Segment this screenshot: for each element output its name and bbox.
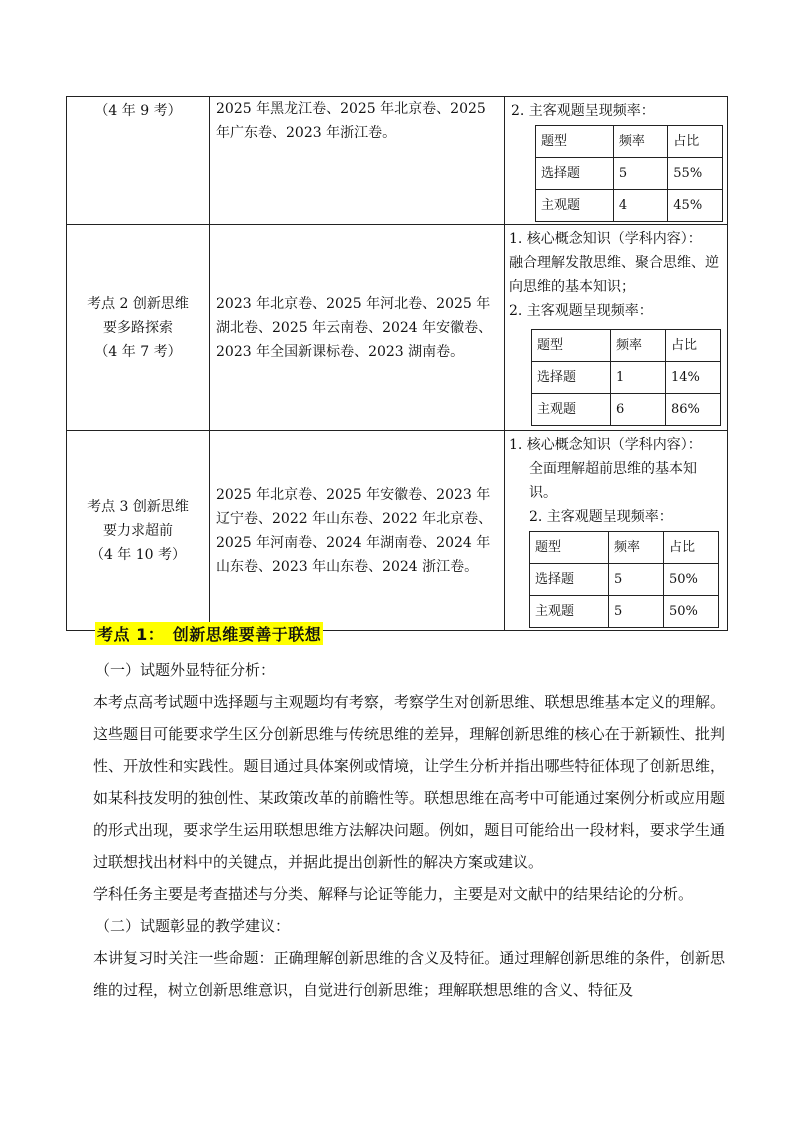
header-ratio: 占比 [666,330,721,362]
papers-cell: 2023 年北京卷、2025 年河北卷、2025 年湖北卷、2025 年云南卷、2024 年安徽卷、2023 年全国新课标卷、2023 湖南卷。 [210,225,505,431]
freq-title: 2. 主客观题呈现频率： [509,303,653,319]
topic-line: 考点 2 创新思维 [87,295,189,312]
analysis-paragraph: 学科任务主要是考查描述与分类、解释与论证等能力，主要是对文献中的结果结论的分析。 [93,885,694,903]
cell: 45% [668,190,723,222]
cell: 5 [609,564,664,596]
table-row [67,97,728,225]
header-freq: 频率 [613,126,667,158]
cell: 5 [613,158,667,190]
analysis-title: （一）试题外显特征分析： [95,661,276,679]
papers-cell: 2025 年黑龙江卷、2025 年北京卷、2025 年广东卷、2023 年浙江卷。 [210,97,505,225]
concept-title: 1. 核心概念知识（学科内容）： [509,231,702,247]
teaching-paragraph: 本讲复习时关注一些命题：正确理解创新思维的含义及特征。通过理解创新思维的条件，创新思维的过程，树立创新思维意识，自觉进行创新思维；理解联想思维的含义、特征及 [93,949,725,999]
cell: 选择题 [532,362,611,394]
header-type: 题型 [532,330,611,362]
cell: 50% [664,564,719,596]
topic-cell [67,225,210,431]
header-freq: 频率 [611,330,666,362]
topic-count: （4 年 7 考） [94,343,182,360]
freq-title: 2. 主客观题呈现频率： [529,509,673,525]
cell: 50% [664,596,719,628]
cell: 主观题 [532,394,611,426]
topic-line: 要力求超前 [103,522,173,539]
cell: 选择题 [536,158,614,190]
concept-text: 融合理解发散思维、聚合思维、逆向思维的基本知识； [509,255,719,295]
frequency-cell [505,225,728,431]
cell: 主观题 [536,190,614,222]
header-ratio: 占比 [668,126,723,158]
freq-title: 2. 主客观题呈现频率： [511,103,655,119]
concept-text: 全面理解超前思维的基本知识。 [529,461,697,501]
table-row [67,225,728,431]
teaching-title: （二）试题彰显的教学建议： [95,917,291,935]
section-heading: 考点 1： 创新思维要善于联想 [95,622,323,645]
frequency-table [531,329,721,426]
header-ratio: 占比 [664,532,719,564]
topic-cell [67,431,210,631]
cell: 主观题 [530,596,609,628]
header-type: 题型 [536,126,614,158]
cell: 5 [609,596,664,628]
exam-analysis-table [66,96,728,631]
concept-title: 1. 核心概念知识（学科内容）： [509,437,702,453]
topic-count: （4 年 10 考） [89,546,187,563]
cell: 4 [613,190,667,222]
frequency-cell [505,97,728,225]
frequency-cell [505,431,728,631]
papers-cell: 2025 年北京卷、2025 年安徽卷、2023 年辽宁卷、2022 年山东卷、2022 年北京卷、2025 年河南卷、2024 年湖南卷、2024 年山东卷、2023 年山东卷、2024 浙江卷。 [210,431,505,631]
cell: 1 [611,362,666,394]
topic-cell [67,97,210,225]
analysis-paragraph: 本考点高考试题中选择题与主观题均有考察，考察学生对创新思维、联想思维基本定义的理解。这些题目可能要求学生区分创新思维与传统思维的差异，理解创新思维的核心在于新颖性、批判性、开放性和实践性。题目通过具体案例或情境，让学生分析并指出哪些特征体现了创新思维，如某科技发明的独创性、某政策改革的前瞻性等。联想思维在高考中可能通过案例分析或应用题的形式出现，要求学生运用联想思维方法解决问题。例如，题目可能给出一段材料，要求学生通过联想找出材料中的关键点，并据此提出创新性的解决方案或建议。 [93,693,725,871]
frequency-table [535,125,723,222]
topic-line: 要多路探索 [103,319,173,336]
cell: 55% [668,158,723,190]
topic-count: （4 年 9 考） [94,103,182,119]
topic-line: 考点 3 创新思维 [87,498,189,515]
header-freq: 频率 [609,532,664,564]
cell: 6 [611,394,666,426]
header-type: 题型 [530,532,609,564]
cell: 86% [666,394,721,426]
cell: 选择题 [530,564,609,596]
table-row [67,431,728,631]
frequency-table [529,531,719,628]
body-text [93,654,725,1006]
cell: 14% [666,362,721,394]
